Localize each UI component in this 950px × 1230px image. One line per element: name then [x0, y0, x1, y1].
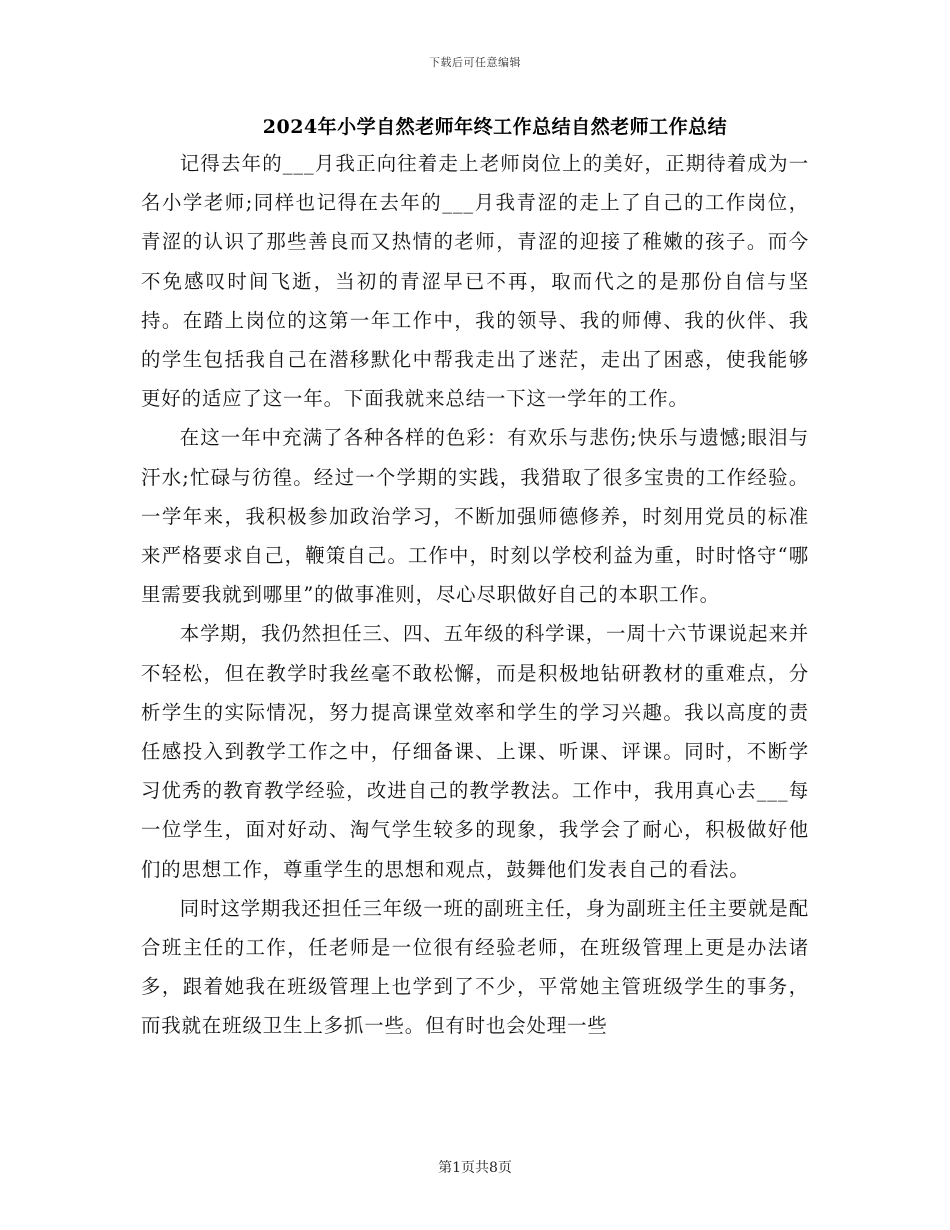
page-header-note: 下载后可任意编辑 — [429, 56, 521, 69]
body-paragraph-4: 同时这学期我还担任三年级一班的副班主任，身为副班主任主要就是配合班主任的工作，任老师是一位很有经验老师，在班级管理上更是办法诸多，跟着她我在班级管理上也学到了不少，平常她主管班级学生的事务，而我就在班级卫生上多抓一些。但有时也会处理一些 — [141, 896, 809, 1038]
body-paragraph-1: 记得去年的___月我正向往着走上老师岗位上的美好，正期待着成为一名小学老师;同样也记得在去年的___月我青涩的走上了自己的工作岗位，青涩的认识了那些善良而又热情的老师，青涩的迎接了稚嫩的孩子。而今不免感叹时间飞逝，当初的青涩早已不再，取而代之的是那份自信与坚持。在踏上岗位的这第一年工作中，我的领导、我的师傅、我的伙伴、我的学生包括我自己在潜移默化中帮我走出了迷茫，走出了困惑，使我能够更好的适应了这一年。下面我就来总结一下这一学年的工作。 — [141, 152, 809, 411]
document-title: 2024年小学自然老师年终工作总结自然老师工作总结 — [262, 116, 728, 138]
body-paragraph-2: 在这一年中充满了各种各样的色彩：有欢乐与悲伤;快乐与遗憾;眼泪与汗水;忙碌与彷徨。经过一个学期的实践，我猎取了很多宝贵的工作经验。一学年来，我积极参加政治学习，不断加强师德修养，时刻用党员的标准来严格要求自己，鞭策自己。工作中，时刻以学校利益为重，时时恪守“哪里需要我就到哪里”的做事准则，尽心尽职做好自己的本职工作。 — [141, 426, 809, 607]
body-paragraph-3: 本学期，我仍然担任三、四、五年级的科学课，一周十六节课说起来并不轻松，但在教学时我丝毫不敢松懈，而是积极地钻研教材的重难点，分析学生的实际情况，努力提高课堂效率和学生的学习兴趣。我以高度的责任感投入到教学工作之中，仔细备课、上课、听课、评课。同时，不断学习优秀的教育教学经验，改进自己的教学教法。工作中，我用真心去___每一位学生，面对好动、淘气学生较多的现象，我学会了耐心，积极做好他们的思想工作，尊重学生的思想和观点，鼓舞他们发表自己的看法。 — [141, 622, 809, 881]
document-body — [141, 144, 809, 1046]
page-number: 第1页共8页 — [438, 1160, 512, 1176]
